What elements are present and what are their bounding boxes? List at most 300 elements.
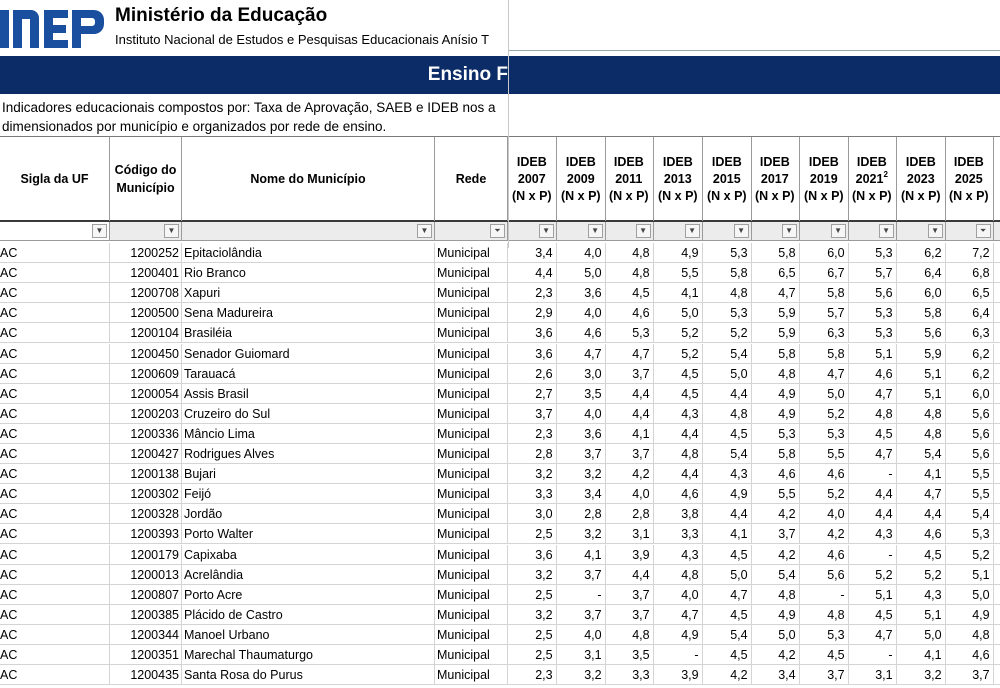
- cell-rede[interactable]: Municipal: [435, 625, 508, 645]
- cell-ideb-2009[interactable]: 3,4: [557, 484, 606, 504]
- cell-code[interactable]: 1200054: [110, 384, 182, 404]
- cell-code[interactable]: 1200351: [110, 645, 182, 665]
- cell-ideb-2023[interactable]: 5,2: [897, 565, 946, 585]
- cell-uf[interactable]: AC: [0, 263, 110, 283]
- table-row[interactable]: [0, 504, 1000, 524]
- cell-ideb-2011[interactable]: 4,8: [605, 625, 654, 645]
- cell-municipio[interactable]: Sena Madureira: [182, 303, 435, 323]
- cell-ideb-2013[interactable]: 4,0: [654, 585, 703, 605]
- table-row[interactable]: [0, 243, 1000, 263]
- cell-ideb-2019[interactable]: 4,8: [800, 605, 849, 625]
- cell-ideb-2011[interactable]: 3,1: [605, 524, 654, 544]
- cell-ideb-2015[interactable]: 4,4: [703, 504, 752, 524]
- cell-ideb-2009[interactable]: 3,2: [557, 524, 606, 544]
- cell-ideb-2023[interactable]: 4,1: [897, 645, 946, 665]
- cell-ideb-2019[interactable]: 5,2: [800, 484, 849, 504]
- cell-municipio[interactable]: Epitaciolândia: [182, 243, 435, 263]
- cell-ideb-2015[interactable]: 4,5: [703, 605, 752, 625]
- cell-ideb-2017[interactable]: 4,2: [751, 645, 800, 665]
- table-row[interactable]: [0, 404, 1000, 424]
- cell-uf[interactable]: AC: [0, 545, 110, 565]
- cell-ideb-2013[interactable]: 5,2: [654, 323, 703, 343]
- cell-ideb-2007[interactable]: 2,3: [508, 665, 557, 685]
- cell-rede[interactable]: Municipal: [435, 283, 508, 303]
- cell-rede[interactable]: Municipal: [435, 243, 508, 263]
- cell-uf[interactable]: AC: [0, 484, 110, 504]
- cell-ideb-2011[interactable]: 4,6: [605, 303, 654, 323]
- filter-dropdown-ideb-2015[interactable]: ▼: [734, 224, 749, 238]
- cell-ideb-2007[interactable]: 3,7: [508, 404, 557, 424]
- header-rede[interactable]: [435, 137, 508, 221]
- cell-ideb-2007[interactable]: 2,5: [508, 585, 557, 605]
- cell-ideb-2019[interactable]: 5,7: [800, 303, 849, 323]
- cell-ideb-2019[interactable]: 5,3: [800, 625, 849, 645]
- cell-uf[interactable]: AC: [0, 384, 110, 404]
- cell-ideb-2013[interactable]: 4,4: [654, 424, 703, 444]
- cell-ideb-2017[interactable]: 5,5: [751, 484, 800, 504]
- cell-uf[interactable]: AC: [0, 565, 110, 585]
- cell-municipio[interactable]: Xapuri: [182, 283, 435, 303]
- cell-ideb-2009[interactable]: 3,7: [557, 605, 606, 625]
- cell-ideb-2011[interactable]: 2,8: [605, 504, 654, 524]
- cell-ideb-2021[interactable]: 4,4: [848, 504, 897, 524]
- cell-ideb-2013[interactable]: 5,2: [654, 344, 703, 364]
- cell-ideb-2011[interactable]: 4,4: [605, 404, 654, 424]
- cell-uf[interactable]: AC: [0, 585, 110, 605]
- cell-ideb-2021[interactable]: -: [848, 464, 897, 484]
- cell-ideb-2007[interactable]: 2,5: [508, 625, 557, 645]
- table-row[interactable]: [0, 444, 1000, 464]
- cell-ideb-2023[interactable]: 4,5: [897, 545, 946, 565]
- cell-uf[interactable]: AC: [0, 665, 110, 685]
- cell-ideb-2013[interactable]: 4,5: [654, 364, 703, 384]
- cell-rede[interactable]: Municipal: [435, 404, 508, 424]
- cell-ideb-2013[interactable]: 5,0: [654, 303, 703, 323]
- cell-ideb-2017[interactable]: 3,4: [751, 665, 800, 685]
- header-uf[interactable]: [0, 137, 110, 221]
- header-ideb-2007[interactable]: [508, 137, 557, 221]
- cell-ideb-2023[interactable]: 4,8: [897, 424, 946, 444]
- cell-ideb-2021[interactable]: 4,7: [848, 384, 897, 404]
- cell-code[interactable]: 1200401: [110, 263, 182, 283]
- cell-ideb-2009[interactable]: 4,6: [557, 323, 606, 343]
- cell-ideb-2023[interactable]: 5,1: [897, 384, 946, 404]
- cell-ideb-2011[interactable]: 3,7: [605, 605, 654, 625]
- cell-municipio[interactable]: Senador Guiomard: [182, 344, 435, 364]
- cell-ideb-2025[interactable]: 6,5: [945, 283, 994, 303]
- cell-ideb-2017[interactable]: 4,7: [751, 283, 800, 303]
- filter-dropdown-municipio[interactable]: ▼: [417, 224, 432, 238]
- cell-ideb-2017[interactable]: 4,9: [751, 384, 800, 404]
- cell-code[interactable]: 1200435: [110, 665, 182, 685]
- cell-municipio[interactable]: Santa Rosa do Purus: [182, 665, 435, 685]
- cell-ideb-2019[interactable]: 4,6: [800, 545, 849, 565]
- table-row[interactable]: [0, 605, 1000, 625]
- table-row[interactable]: [0, 384, 1000, 404]
- cell-ideb-2015[interactable]: 4,8: [703, 404, 752, 424]
- cell-ideb-2023[interactable]: 4,4: [897, 504, 946, 524]
- filter-dropdown-code[interactable]: ▼: [164, 224, 179, 238]
- cell-ideb-2021[interactable]: 5,1: [848, 344, 897, 364]
- cell-ideb-2019[interactable]: 5,6: [800, 565, 849, 585]
- table-row[interactable]: [0, 464, 1000, 484]
- filter-dropdown-uf[interactable]: ▼: [92, 224, 107, 238]
- cell-ideb-2025[interactable]: 6,2: [945, 344, 994, 364]
- cell-ideb-2009[interactable]: 3,5: [557, 384, 606, 404]
- cell-ideb-2021[interactable]: 5,7: [848, 263, 897, 283]
- cell-ideb-2017[interactable]: 4,8: [751, 585, 800, 605]
- cell-ideb-2025[interactable]: 4,9: [945, 605, 994, 625]
- cell-ideb-2013[interactable]: 3,3: [654, 524, 703, 544]
- cell-ideb-2009[interactable]: 3,1: [557, 645, 606, 665]
- cell-ideb-2025[interactable]: 3,7: [945, 665, 994, 685]
- cell-ideb-2015[interactable]: 4,5: [703, 545, 752, 565]
- cell-ideb-2023[interactable]: 5,0: [897, 625, 946, 645]
- cell-ideb-2019[interactable]: -: [800, 585, 849, 605]
- table-row[interactable]: [0, 283, 1000, 303]
- cell-ideb-2015[interactable]: 5,4: [703, 444, 752, 464]
- cell-ideb-2017[interactable]: 3,7: [751, 524, 800, 544]
- cell-ideb-2013[interactable]: 4,1: [654, 283, 703, 303]
- cell-ideb-2013[interactable]: 3,9: [654, 665, 703, 685]
- cell-ideb-2021[interactable]: 4,5: [848, 605, 897, 625]
- cell-ideb-2007[interactable]: 2,7: [508, 384, 557, 404]
- header-ideb-2025[interactable]: [945, 137, 994, 221]
- cell-ideb-2011[interactable]: 4,5: [605, 283, 654, 303]
- cell-ideb-2019[interactable]: 5,8: [800, 283, 849, 303]
- cell-ideb-2015[interactable]: 5,8: [703, 263, 752, 283]
- cell-uf[interactable]: AC: [0, 344, 110, 364]
- cell-code[interactable]: 1200138: [110, 464, 182, 484]
- cell-ideb-2023[interactable]: 3,2: [897, 665, 946, 685]
- cell-municipio[interactable]: Feijó: [182, 484, 435, 504]
- cell-ideb-2011[interactable]: 3,5: [605, 645, 654, 665]
- cell-ideb-2021[interactable]: -: [848, 645, 897, 665]
- cell-ideb-2007[interactable]: 3,3: [508, 484, 557, 504]
- cell-uf[interactable]: AC: [0, 524, 110, 544]
- cell-ideb-2009[interactable]: -: [557, 585, 606, 605]
- cell-ideb-2019[interactable]: 5,0: [800, 384, 849, 404]
- cell-ideb-2013[interactable]: 4,4: [654, 464, 703, 484]
- cell-ideb-2007[interactable]: 3,0: [508, 504, 557, 524]
- cell-ideb-2013[interactable]: 4,9: [654, 625, 703, 645]
- filter-active-funnel-icon[interactable]: ⏷: [490, 224, 505, 238]
- cell-ideb-2015[interactable]: 4,5: [703, 645, 752, 665]
- cell-uf[interactable]: AC: [0, 303, 110, 323]
- cell-ideb-2009[interactable]: 4,0: [557, 303, 606, 323]
- cell-ideb-2015[interactable]: 5,4: [703, 625, 752, 645]
- cell-ideb-2007[interactable]: 3,2: [508, 565, 557, 585]
- cell-ideb-2023[interactable]: 5,1: [897, 605, 946, 625]
- cell-ideb-2017[interactable]: 5,3: [751, 424, 800, 444]
- cell-ideb-2017[interactable]: 6,5: [751, 263, 800, 283]
- cell-municipio[interactable]: Brasiléia: [182, 323, 435, 343]
- cell-ideb-2011[interactable]: 4,4: [605, 384, 654, 404]
- cell-ideb-2023[interactable]: 4,8: [897, 404, 946, 424]
- cell-ideb-2011[interactable]: 3,9: [605, 545, 654, 565]
- cell-ideb-2009[interactable]: 4,0: [557, 243, 606, 263]
- cell-ideb-2021[interactable]: 5,1: [848, 585, 897, 605]
- cell-ideb-2021[interactable]: 4,7: [848, 625, 897, 645]
- cell-rede[interactable]: Municipal: [435, 665, 508, 685]
- cell-ideb-2019[interactable]: 6,0: [800, 243, 849, 263]
- cell-ideb-2009[interactable]: 3,7: [557, 565, 606, 585]
- cell-ideb-2025[interactable]: 5,1: [945, 565, 994, 585]
- cell-ideb-2011[interactable]: 4,8: [605, 263, 654, 283]
- header-ideb-2013[interactable]: [654, 137, 703, 221]
- cell-ideb-2013[interactable]: 4,9: [654, 243, 703, 263]
- table-row[interactable]: [0, 424, 1000, 444]
- cell-ideb-2011[interactable]: 4,7: [605, 344, 654, 364]
- cell-ideb-2007[interactable]: 3,6: [508, 545, 557, 565]
- cell-ideb-2015[interactable]: 5,4: [703, 344, 752, 364]
- cell-ideb-2025[interactable]: 5,3: [945, 524, 994, 544]
- cell-ideb-2021[interactable]: -: [848, 545, 897, 565]
- cell-ideb-2009[interactable]: 4,0: [557, 404, 606, 424]
- cell-ideb-2015[interactable]: 4,9: [703, 484, 752, 504]
- cell-ideb-2015[interactable]: 4,3: [703, 464, 752, 484]
- cell-ideb-2025[interactable]: 5,5: [945, 484, 994, 504]
- cell-code[interactable]: 1200609: [110, 364, 182, 384]
- cell-ideb-2021[interactable]: 5,3: [848, 323, 897, 343]
- header-ideb-2021[interactable]: [848, 137, 897, 221]
- cell-ideb-2015[interactable]: 4,8: [703, 283, 752, 303]
- cell-municipio[interactable]: Acrelândia: [182, 565, 435, 585]
- cell-ideb-2011[interactable]: 3,7: [605, 364, 654, 384]
- cell-ideb-2015[interactable]: 4,2: [703, 665, 752, 685]
- cell-ideb-2021[interactable]: 4,4: [848, 484, 897, 504]
- cell-code[interactable]: 1200385: [110, 605, 182, 625]
- cell-ideb-2013[interactable]: 4,5: [654, 384, 703, 404]
- cell-ideb-2023[interactable]: 4,6: [897, 524, 946, 544]
- table-row[interactable]: [0, 344, 1000, 364]
- cell-ideb-2017[interactable]: 4,6: [751, 464, 800, 484]
- cell-code[interactable]: 1200328: [110, 504, 182, 524]
- cell-code[interactable]: 1200807: [110, 585, 182, 605]
- cell-ideb-2025[interactable]: 6,3: [945, 323, 994, 343]
- header-ideb-2009[interactable]: [557, 137, 606, 221]
- cell-ideb-2019[interactable]: 4,5: [800, 645, 849, 665]
- cell-ideb-2025[interactable]: 6,8: [945, 263, 994, 283]
- cell-ideb-2015[interactable]: 4,1: [703, 524, 752, 544]
- cell-ideb-2021[interactable]: 4,7: [848, 444, 897, 464]
- cell-ideb-2025[interactable]: 5,6: [945, 424, 994, 444]
- cell-rede[interactable]: Municipal: [435, 645, 508, 665]
- cell-code[interactable]: 1200252: [110, 243, 182, 263]
- cell-ideb-2007[interactable]: 3,6: [508, 323, 557, 343]
- cell-uf[interactable]: AC: [0, 625, 110, 645]
- header-ideb-2023[interactable]: [897, 137, 946, 221]
- cell-municipio[interactable]: Bujari: [182, 464, 435, 484]
- cell-ideb-2017[interactable]: 5,4: [751, 565, 800, 585]
- cell-ideb-2015[interactable]: 4,4: [703, 384, 752, 404]
- cell-code[interactable]: 1200393: [110, 524, 182, 544]
- cell-ideb-2009[interactable]: 3,6: [557, 283, 606, 303]
- table-row[interactable]: [0, 645, 1000, 665]
- cell-ideb-2023[interactable]: 4,1: [897, 464, 946, 484]
- cell-ideb-2025[interactable]: 4,6: [945, 645, 994, 665]
- cell-ideb-2023[interactable]: 5,4: [897, 444, 946, 464]
- cell-ideb-2015[interactable]: 4,7: [703, 585, 752, 605]
- cell-ideb-2025[interactable]: 5,5: [945, 464, 994, 484]
- cell-code[interactable]: 1200179: [110, 545, 182, 565]
- cell-municipio[interactable]: Manoel Urbano: [182, 625, 435, 645]
- cell-ideb-2019[interactable]: 5,2: [800, 404, 849, 424]
- cell-ideb-2013[interactable]: 4,3: [654, 404, 703, 424]
- table-row[interactable]: [0, 665, 1000, 685]
- cell-uf[interactable]: AC: [0, 424, 110, 444]
- cell-ideb-2025[interactable]: 5,6: [945, 404, 994, 424]
- cell-ideb-2007[interactable]: 3,2: [508, 464, 557, 484]
- cell-ideb-2021[interactable]: 4,3: [848, 524, 897, 544]
- cell-ideb-2019[interactable]: 6,3: [800, 323, 849, 343]
- cell-ideb-2007[interactable]: 2,5: [508, 524, 557, 544]
- cell-ideb-2019[interactable]: 6,7: [800, 263, 849, 283]
- filter-dropdown-ideb-2019[interactable]: ▼: [831, 224, 846, 238]
- cell-municipio[interactable]: Mâncio Lima: [182, 424, 435, 444]
- table-row[interactable]: [0, 303, 1000, 323]
- cell-rede[interactable]: Municipal: [435, 344, 508, 364]
- cell-ideb-2013[interactable]: 4,8: [654, 444, 703, 464]
- cell-rede[interactable]: Municipal: [435, 444, 508, 464]
- cell-rede[interactable]: Municipal: [435, 323, 508, 343]
- cell-ideb-2007[interactable]: 2,3: [508, 283, 557, 303]
- cell-uf[interactable]: AC: [0, 464, 110, 484]
- cell-uf[interactable]: AC: [0, 364, 110, 384]
- cell-code[interactable]: 1200104: [110, 323, 182, 343]
- header-ideb-2011[interactable]: [605, 137, 654, 221]
- cell-ideb-2007[interactable]: 2,5: [508, 645, 557, 665]
- cell-ideb-2023[interactable]: 5,6: [897, 323, 946, 343]
- cell-uf[interactable]: AC: [0, 504, 110, 524]
- cell-rede[interactable]: Municipal: [435, 263, 508, 283]
- cell-ideb-2017[interactable]: 4,9: [751, 605, 800, 625]
- cell-ideb-2009[interactable]: 4,1: [557, 545, 606, 565]
- cell-ideb-2017[interactable]: 5,0: [751, 625, 800, 645]
- cell-rede[interactable]: Municipal: [435, 364, 508, 384]
- cell-ideb-2009[interactable]: 5,0: [557, 263, 606, 283]
- cell-ideb-2025[interactable]: 5,6: [945, 444, 994, 464]
- cell-ideb-2019[interactable]: 4,0: [800, 504, 849, 524]
- header-code[interactable]: [110, 137, 182, 221]
- cell-uf[interactable]: AC: [0, 645, 110, 665]
- cell-uf[interactable]: AC: [0, 444, 110, 464]
- cell-ideb-2021[interactable]: 5,3: [848, 303, 897, 323]
- cell-ideb-2009[interactable]: 3,7: [557, 444, 606, 464]
- cell-ideb-2011[interactable]: 4,4: [605, 565, 654, 585]
- cell-ideb-2023[interactable]: 4,7: [897, 484, 946, 504]
- cell-ideb-2013[interactable]: -: [654, 645, 703, 665]
- cell-uf[interactable]: AC: [0, 323, 110, 343]
- cell-ideb-2017[interactable]: 4,8: [751, 364, 800, 384]
- cell-ideb-2007[interactable]: 3,6: [508, 344, 557, 364]
- cell-code[interactable]: 1200344: [110, 625, 182, 645]
- cell-code[interactable]: 1200708: [110, 283, 182, 303]
- cell-ideb-2015[interactable]: 5,3: [703, 243, 752, 263]
- cell-rede[interactable]: Municipal: [435, 504, 508, 524]
- table-row[interactable]: [0, 545, 1000, 565]
- filter-active-funnel-icon[interactable]: ⏷: [976, 224, 991, 238]
- cell-ideb-2011[interactable]: 4,8: [605, 243, 654, 263]
- cell-ideb-2013[interactable]: 3,8: [654, 504, 703, 524]
- cell-ideb-2011[interactable]: 3,3: [605, 665, 654, 685]
- cell-ideb-2007[interactable]: 3,2: [508, 605, 557, 625]
- cell-ideb-2011[interactable]: 5,3: [605, 323, 654, 343]
- cell-ideb-2009[interactable]: 4,0: [557, 625, 606, 645]
- cell-ideb-2021[interactable]: 5,2: [848, 565, 897, 585]
- cell-municipio[interactable]: Porto Acre: [182, 585, 435, 605]
- cell-ideb-2007[interactable]: 3,4: [508, 243, 557, 263]
- cell-ideb-2011[interactable]: 3,7: [605, 585, 654, 605]
- cell-ideb-2009[interactable]: 4,7: [557, 344, 606, 364]
- cell-ideb-2021[interactable]: 5,3: [848, 243, 897, 263]
- cell-code[interactable]: 1200302: [110, 484, 182, 504]
- cell-rede[interactable]: Municipal: [435, 585, 508, 605]
- cell-ideb-2025[interactable]: 6,2: [945, 364, 994, 384]
- cell-ideb-2017[interactable]: 5,8: [751, 243, 800, 263]
- cell-ideb-2017[interactable]: 4,2: [751, 545, 800, 565]
- cell-ideb-2015[interactable]: 5,0: [703, 364, 752, 384]
- cell-rede[interactable]: Municipal: [435, 384, 508, 404]
- cell-ideb-2025[interactable]: 6,0: [945, 384, 994, 404]
- cell-ideb-2025[interactable]: 5,4: [945, 504, 994, 524]
- table-row[interactable]: [0, 524, 1000, 544]
- filter-dropdown-ideb-2023[interactable]: ▼: [928, 224, 943, 238]
- cell-code[interactable]: 1200450: [110, 344, 182, 364]
- cell-ideb-2025[interactable]: 6,4: [945, 303, 994, 323]
- cell-ideb-2023[interactable]: 5,1: [897, 364, 946, 384]
- cell-ideb-2009[interactable]: 3,6: [557, 424, 606, 444]
- cell-ideb-2009[interactable]: 3,2: [557, 665, 606, 685]
- cell-ideb-2019[interactable]: 5,5: [800, 444, 849, 464]
- cell-ideb-2013[interactable]: 4,6: [654, 484, 703, 504]
- cell-uf[interactable]: AC: [0, 404, 110, 424]
- cell-code[interactable]: 1200500: [110, 303, 182, 323]
- cell-ideb-2015[interactable]: 4,5: [703, 424, 752, 444]
- cell-ideb-2017[interactable]: 5,9: [751, 303, 800, 323]
- cell-ideb-2019[interactable]: 5,3: [800, 424, 849, 444]
- cell-ideb-2021[interactable]: 4,6: [848, 364, 897, 384]
- cell-ideb-2025[interactable]: 5,2: [945, 545, 994, 565]
- filter-dropdown-ideb-2021[interactable]: ▼: [879, 224, 894, 238]
- cell-ideb-2007[interactable]: 2,3: [508, 424, 557, 444]
- cell-municipio[interactable]: Tarauacá: [182, 364, 435, 384]
- cell-municipio[interactable]: Capixaba: [182, 545, 435, 565]
- table-row[interactable]: [0, 625, 1000, 645]
- cell-ideb-2021[interactable]: 4,8: [848, 404, 897, 424]
- cell-ideb-2015[interactable]: 5,2: [703, 323, 752, 343]
- cell-rede[interactable]: Municipal: [435, 424, 508, 444]
- table-row[interactable]: [0, 263, 1000, 283]
- cell-municipio[interactable]: Rodrigues Alves: [182, 444, 435, 464]
- cell-ideb-2017[interactable]: 5,8: [751, 344, 800, 364]
- cell-ideb-2023[interactable]: 6,2: [897, 243, 946, 263]
- table-row[interactable]: [0, 565, 1000, 585]
- cell-uf[interactable]: AC: [0, 283, 110, 303]
- cell-ideb-2015[interactable]: 5,0: [703, 565, 752, 585]
- cell-code[interactable]: 1200203: [110, 404, 182, 424]
- filter-dropdown-ideb-2011[interactable]: ▼: [636, 224, 651, 238]
- table-row[interactable]: [0, 484, 1000, 504]
- header-ideb-2017[interactable]: [751, 137, 800, 221]
- cell-ideb-2007[interactable]: 2,9: [508, 303, 557, 323]
- filter-dropdown-ideb-2007[interactable]: ▼: [539, 224, 554, 238]
- cell-uf[interactable]: AC: [0, 605, 110, 625]
- cell-rede[interactable]: Municipal: [435, 464, 508, 484]
- cell-ideb-2011[interactable]: 4,2: [605, 464, 654, 484]
- header-ideb-2019[interactable]: [800, 137, 849, 221]
- cell-ideb-2011[interactable]: 4,1: [605, 424, 654, 444]
